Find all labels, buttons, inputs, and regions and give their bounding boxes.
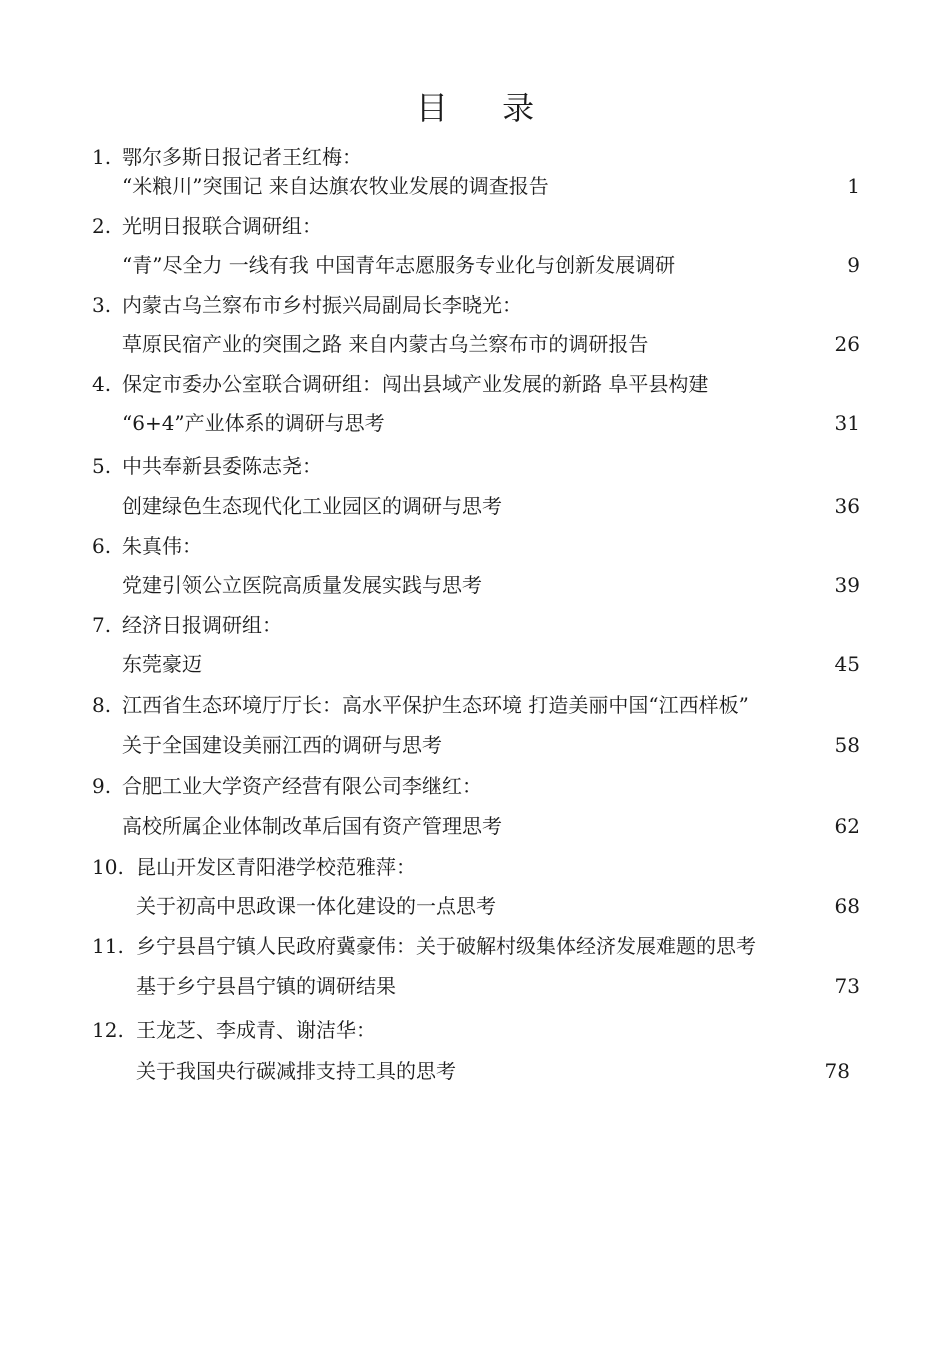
entry-title: “青”尽全力 一线有我 中国青年志愿服务专业化与创新发展调研 xyxy=(122,253,676,277)
entry-author: 中共奉新县委陈志尧： xyxy=(122,454,322,478)
entry-title: “6+4”产业体系的调研与思考 xyxy=(122,411,385,435)
entry-author: 经济日报调研组： xyxy=(122,613,282,637)
entry-page-number: 68 xyxy=(834,894,860,918)
entry-number: 8. xyxy=(92,693,112,717)
entry-title: 关于初高中思政课一体化建设的一点思考 xyxy=(136,894,496,918)
entry-title: 基于乡宁县昌宁镇的调研结果 xyxy=(136,974,396,998)
entry-title: “米粮川”突围记 来自达旗农牧业发展的调查报告 xyxy=(122,174,549,198)
entry-page-number: 9 xyxy=(847,253,860,277)
entry-author: 王龙芝、李成青、谢洁华： xyxy=(136,1018,376,1042)
entry-number: 5. xyxy=(92,454,112,478)
entry-title: 东莞豪迈 xyxy=(122,652,202,676)
entry-page-number: 58 xyxy=(834,733,860,757)
entry-page-number: 26 xyxy=(834,332,860,356)
entry-title: 草原民宿产业的突围之路 来自内蒙古乌兰察布市的调研报告 xyxy=(122,332,649,356)
entry-page-number: 62 xyxy=(834,814,860,838)
entry-number: 6. xyxy=(92,534,112,558)
entry-author: 保定市委办公室联合调研组：闯出县域产业发展的新路 阜平县构建 xyxy=(122,372,709,396)
entry-author: 内蒙古乌兰察布市乡村振兴局副局长李晓光： xyxy=(122,293,522,317)
entry-author: 乡宁县昌宁镇人民政府冀豪伟：关于破解村级集体经济发展难题的思考 xyxy=(136,934,756,958)
entry-page-number: 45 xyxy=(834,652,860,676)
entry-number: 4. xyxy=(92,372,112,396)
entry-author: 光明日报联合调研组： xyxy=(122,214,322,238)
entry-page-number: 1 xyxy=(847,174,860,198)
entry-number: 7. xyxy=(92,613,112,637)
entry-author: 江西省生态环境厅厅长：高水平保护生态环境 打造美丽中国“江西样板” xyxy=(122,693,749,717)
page-title: 目 录 xyxy=(415,89,557,127)
entry-page-number: 31 xyxy=(834,411,860,435)
entry-page-number: 36 xyxy=(834,494,860,518)
entry-title: 关于全国建设美丽江西的调研与思考 xyxy=(122,733,442,757)
entry-number: 9. xyxy=(92,774,112,798)
entry-author: 鄂尔多斯日报记者王红梅： xyxy=(122,145,362,169)
entry-author: 朱真伟： xyxy=(122,534,202,558)
entry-number: 3. xyxy=(92,293,112,317)
entry-title: 党建引领公立医院高质量发展实践与思考 xyxy=(122,573,482,597)
entry-author: 合肥工业大学资产经营有限公司李继红： xyxy=(122,774,482,798)
entry-number: 2. xyxy=(92,214,112,238)
entry-number: 11. xyxy=(92,934,124,958)
entry-page-number: 73 xyxy=(834,974,860,998)
entry-author: 昆山开发区青阳港学校范雅萍： xyxy=(136,855,416,879)
entry-title: 高校所属企业体制改革后国有资产管理思考 xyxy=(122,814,502,838)
entry-number: 10. xyxy=(92,855,124,879)
entry-number: 1. xyxy=(92,145,112,169)
entry-title: 关于我国央行碳减排支持工具的思考 xyxy=(136,1059,456,1083)
entry-number: 12. xyxy=(92,1018,124,1042)
entry-title: 创建绿色生态现代化工业园区的调研与思考 xyxy=(122,494,502,518)
entry-page-number: 39 xyxy=(834,573,860,597)
entry-page-number: 78 xyxy=(824,1059,850,1083)
